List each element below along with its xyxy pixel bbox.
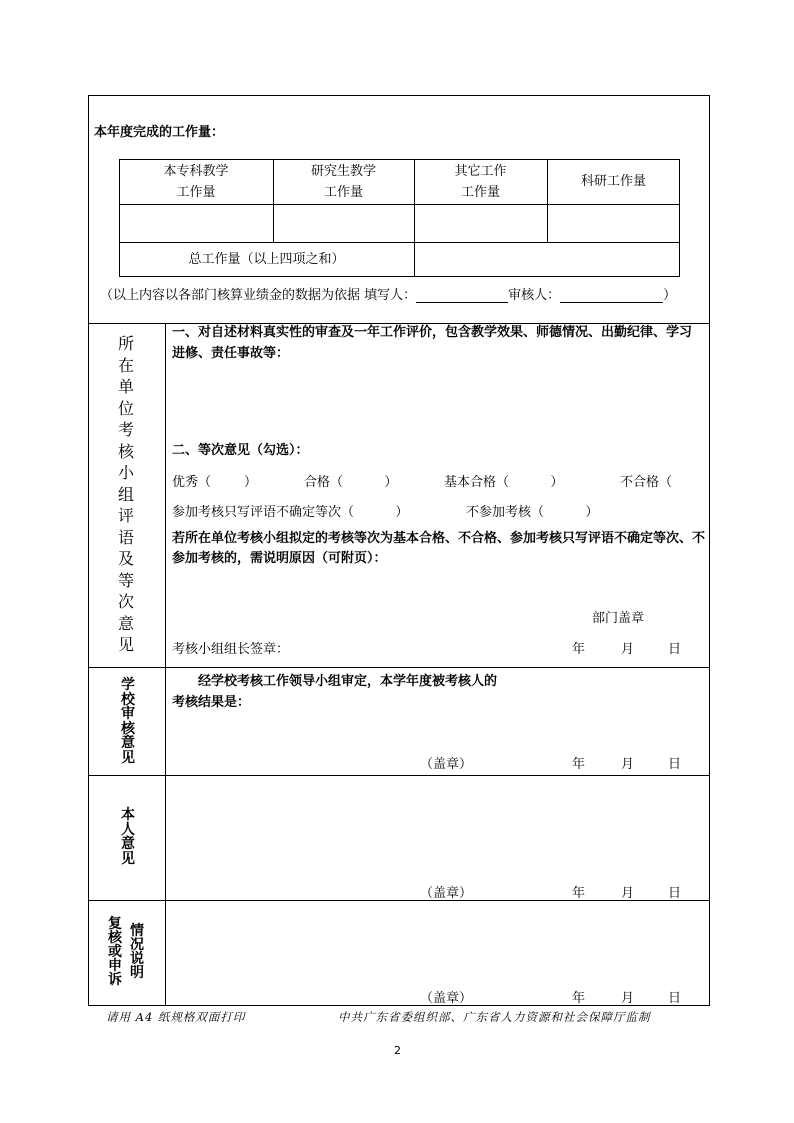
school-review-month: 月 <box>621 757 635 772</box>
personal-opinion-input[interactable] <box>167 777 707 877</box>
department-stamp-label: 部门盖章 <box>592 611 645 626</box>
option-not-participate[interactable]: 不参加考核（ ） <box>466 505 599 520</box>
workload-note-reviewer: 审核人： <box>508 288 561 303</box>
personal-opinion-day: 日 <box>668 886 682 901</box>
filler-signature-field[interactable] <box>416 289 508 303</box>
divider-school-bottom <box>88 775 710 776</box>
personal-opinion-seal: （盖章） <box>420 886 473 901</box>
appeal-month: 月 <box>621 991 635 1006</box>
divider-personal-bottom <box>88 900 710 901</box>
school-review-seal: （盖章） <box>420 757 473 772</box>
unit-review-day: 日 <box>668 642 682 657</box>
workload-note <box>100 284 676 303</box>
appeal-side-label-col2: 情 况 说 明 <box>130 923 144 981</box>
header-other-work: 其它工作 工作量 <box>454 163 507 200</box>
input-research[interactable] <box>548 205 679 241</box>
option-no-grade[interactable]: 参加考核只写评语不确定等次（ ） <box>172 505 409 520</box>
page-number: 2 <box>394 1044 401 1057</box>
school-review-line2: 考核结果是： <box>172 695 251 710</box>
option-basic-qualified[interactable]: 基本合格（ ） <box>444 475 564 490</box>
school-review-side-label: 学 校 审 核 意 见 <box>121 677 135 766</box>
appeal-day: 日 <box>668 991 682 1006</box>
unit-review-side-label: 所 在 单 位 考 核 小 组 评 语 及 等 次 意 见 <box>117 334 134 654</box>
unit-review-item2: 二、等次意见（勾选）： <box>172 443 309 458</box>
unit-review-note: 若所在单位考核小组拟定的考核等次为基本合格、不合格、参加考核只写评语不确定等次、不参加考核的，需说明原因（可附页）： <box>172 531 706 566</box>
unit-review-month: 月 <box>621 642 635 657</box>
footer-print-note: 请用 A4 纸规格双面打印 <box>106 1010 246 1024</box>
footer-issuer: 中共广东省委组织部、广东省人力资源和社会保障厅监制 <box>338 1010 651 1024</box>
divider-side-column <box>165 323 166 1006</box>
personal-opinion-side-label: 本 人 意 见 <box>121 807 135 867</box>
school-review-line1: 经学校考核工作领导小组审定，本学年度被考核人的 <box>198 674 498 689</box>
header-undergrad-teaching: 本专科教学 工作量 <box>163 163 229 200</box>
appeal-year: 年 <box>572 991 586 1006</box>
input-total-workload[interactable] <box>415 243 679 276</box>
option-qualified[interactable]: 合格（ ） <box>304 475 398 490</box>
unit-review-item1: 一、对自述材料真实性的审查及一年工作评价，包含教学效果、师德情况、出勤纪律、学习进修、责任事故等： <box>172 325 693 361</box>
header-graduate-teaching: 研究生教学 工作量 <box>310 163 376 200</box>
divider-unit-bottom <box>88 667 710 668</box>
reviewer-signature-field[interactable] <box>560 289 663 303</box>
option-unqualified[interactable]: 不合格（ <box>620 475 673 490</box>
workload-title: 本年度完成的工作量： <box>94 125 225 140</box>
header-research: 科研工作量 <box>580 174 646 189</box>
appeal-input[interactable] <box>167 902 707 982</box>
school-review-day: 日 <box>668 757 682 772</box>
option-excellent[interactable]: 优秀（ ） <box>172 475 258 490</box>
personal-opinion-year: 年 <box>572 886 586 901</box>
workload-note-suffix: ） <box>663 288 677 303</box>
leader-signature-label: 考核小组组长签章： <box>172 642 290 657</box>
school-review-year: 年 <box>572 757 586 772</box>
appeal-seal: （盖章） <box>420 991 473 1006</box>
personal-opinion-month: 月 <box>621 886 635 901</box>
appeal-side-label-col1: 复 核 或 申 诉 <box>108 916 122 988</box>
input-undergrad-teaching[interactable] <box>120 205 272 241</box>
total-workload-label: 总工作量（以上四项之和） <box>188 252 345 267</box>
input-other-work[interactable] <box>415 205 546 241</box>
unit-review-year: 年 <box>572 642 586 657</box>
input-graduate-teaching[interactable] <box>274 205 413 241</box>
workload-note-prefix: （以上内容以各部门核算业绩金的数据为依据 填写人： <box>100 288 417 303</box>
